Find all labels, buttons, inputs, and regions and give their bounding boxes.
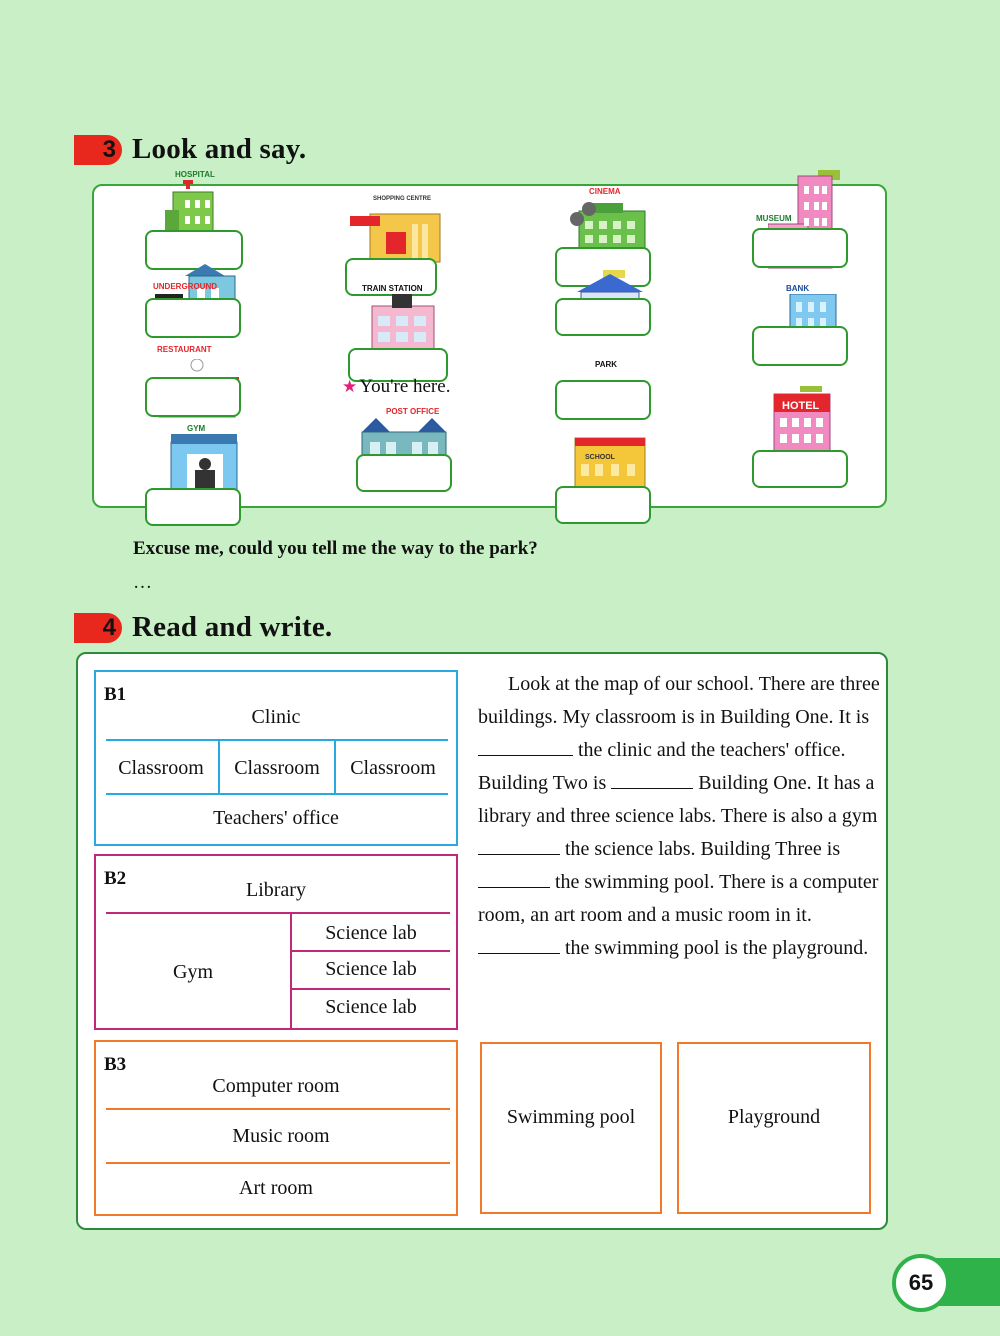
shopping-centre-icon (350, 204, 445, 264)
section-number: 4 (74, 613, 122, 643)
page-number: 65 (892, 1254, 950, 1312)
label-frame (752, 326, 848, 366)
computer-room: Computer room (212, 1074, 340, 1097)
playground-label: Playground (727, 1106, 821, 1128)
answer-blank-2[interactable] (611, 771, 693, 789)
building-label: POST OFFICE (386, 407, 440, 416)
art-room: Art room (239, 1176, 313, 1199)
label-frame (555, 298, 651, 336)
building-label: SCHOOL (585, 454, 615, 461)
teachers-office-room: Teachers' office (213, 806, 339, 829)
answer-blank-5[interactable] (478, 936, 560, 954)
building-train-station (348, 284, 478, 384)
science-lab-1: Science lab (325, 921, 417, 944)
answer-blank-3[interactable] (478, 837, 560, 855)
answer-blank-4[interactable] (478, 870, 550, 888)
building-two-plan (94, 854, 458, 1030)
divider (106, 739, 448, 741)
building-shopping-centre (345, 196, 475, 296)
building-label: UNDERGROUND (153, 282, 217, 291)
label-frame (555, 486, 651, 524)
building-school (555, 432, 685, 532)
building-hotel (752, 386, 882, 486)
divider (106, 1162, 450, 1164)
label-frame (555, 380, 651, 420)
answer-blank-1[interactable] (478, 738, 573, 756)
you-are-here-text: You're here. (359, 376, 451, 397)
music-room: Music room (232, 1124, 330, 1147)
building-label: TRAIN STATION (362, 284, 423, 293)
building-museum (752, 168, 882, 268)
building-one-plan (94, 670, 458, 846)
passage-text: the clinic and the teachers' office. Building Two is (478, 739, 846, 794)
classroom-1: Classroom (118, 756, 204, 779)
swimming-pool-area (480, 1042, 662, 1214)
building-code: B3 (104, 1054, 127, 1075)
building-label: HOTEL (782, 400, 820, 412)
passage-text: the swimming pool is the playground. (565, 937, 869, 959)
classroom-3: Classroom (350, 756, 436, 779)
ellipsis: … (133, 572, 152, 593)
passage-text: Look at the map of our school. There are three buildings. My classroom is in Building One. It is (478, 673, 880, 728)
building-label: BANK (786, 284, 810, 293)
divider (106, 793, 448, 795)
section-title: Read and write. (132, 611, 333, 643)
building-post-office (356, 408, 486, 508)
question-prompt: Excuse me, could you tell me the way to the park? (133, 538, 538, 559)
playground-area (677, 1042, 871, 1214)
divider (106, 1108, 450, 1110)
building-label: CINEMA (589, 187, 621, 196)
science-lab-2: Science lab (325, 957, 417, 980)
label-frame (145, 298, 241, 338)
building-three-plan (94, 1040, 458, 1216)
building-label: PARK (595, 360, 618, 369)
label-frame (752, 228, 848, 268)
label-frame (145, 488, 241, 526)
building-label: GYM (187, 424, 206, 433)
section-3-heading (74, 133, 306, 166)
classroom-2: Classroom (234, 756, 320, 779)
label-frame (752, 450, 848, 488)
building-code: B1 (104, 684, 127, 705)
building-bank (752, 284, 882, 384)
passage-text: the swimming pool. There is a computer room, an art room and a music room in it. (478, 871, 879, 926)
section-title: Look and say. (132, 133, 307, 165)
you-are-here-marker (342, 376, 450, 398)
passage-text: the science labs. Building Three is (565, 838, 841, 860)
building-hospital (145, 170, 275, 270)
clinic-room: Clinic (251, 705, 301, 728)
building-label: HOSPITAL (175, 170, 215, 179)
building-label: SHOPPING CENTRE (373, 196, 432, 202)
building-gym (145, 424, 275, 524)
star-icon: ★ (342, 377, 358, 396)
reading-passage (478, 668, 880, 965)
label-frame (356, 454, 452, 492)
building-code: B2 (104, 868, 127, 889)
passage-text: Building One. It has a library and three science labs. There is also a gym (478, 772, 878, 827)
section-number: 3 (74, 135, 122, 165)
building-label: MUSEUM (756, 214, 792, 223)
building-underground (145, 258, 275, 358)
swimming-pool-label: Swimming pool (506, 1106, 636, 1128)
building-label: RESTAURANT (157, 345, 212, 354)
gym-room: Gym (173, 960, 213, 983)
cinema-icon (569, 195, 649, 255)
label-frame (145, 377, 241, 417)
building-police (555, 268, 685, 368)
science-lab-3: Science lab (325, 995, 417, 1018)
library-room: Library (246, 878, 306, 901)
section-4-heading (74, 611, 332, 644)
